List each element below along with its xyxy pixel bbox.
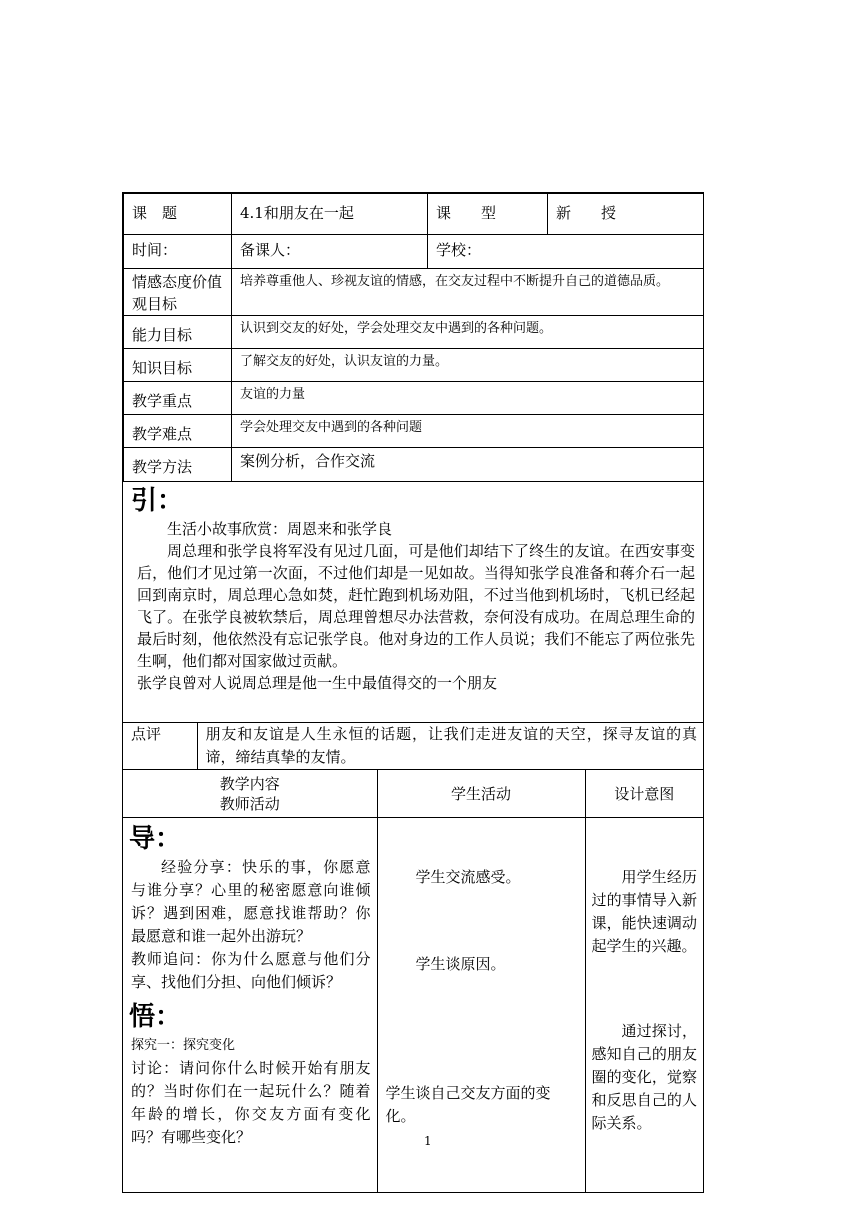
topic-label: 课 题	[124, 194, 232, 235]
intro-last-line: 张学良曾对人说周总理是他一生中最值得交的一个朋友	[137, 674, 498, 692]
teacher-activity-cell	[123, 818, 377, 1192]
knowledge-label: 知识目标	[124, 349, 232, 382]
emotion-value: 培养尊重他人、珍视友谊的情感，在交友过程中不断提升自己的道德品质。	[232, 269, 704, 316]
ability-row	[124, 316, 704, 349]
student-activity-cell	[377, 818, 585, 1192]
method-row	[124, 448, 704, 482]
intro-section	[123, 482, 703, 723]
guide-share: 经验分享：快乐的事，你愿意与谁分享？心里的秘密愿意向谁倾诉？遇到困难，愿意找谁帮助？你最愿意和谁一起外出游玩？	[131, 858, 371, 945]
design-intent-2: 通过探讨，感知自己的朋友圈的变化，觉察和反思自己的人际关系。	[591, 1022, 697, 1132]
topic-value: 4.1和朋友在一起	[232, 194, 428, 235]
intro-heading: 引：	[131, 486, 184, 516]
difficulty-value: 学会处理交友中遇到的各种问题	[232, 415, 704, 448]
lesson-plan-frame	[122, 192, 704, 1193]
emotion-row	[124, 269, 704, 316]
wu-heading: 悟：	[129, 1002, 182, 1032]
student-activity-3: 学生谈自己交友方面的变化。	[385, 1084, 551, 1125]
focus-value: 友谊的力量	[232, 382, 704, 415]
guide-heading: 导：	[129, 824, 182, 854]
student-activity-2: 学生谈原因。	[415, 955, 506, 973]
difficulty-label: 教学难点	[124, 415, 232, 448]
activity-table	[123, 769, 703, 1192]
topic-row	[124, 194, 704, 235]
intro-subtitle: 生活小故事欣赏：周恩来和张学良	[167, 520, 393, 538]
lesson-meta-table	[123, 193, 704, 482]
knowledge-value: 了解交友的好处，认识友谊的力量。	[232, 349, 704, 382]
col-teacher-header	[123, 770, 377, 818]
method-label: 教学方法	[124, 448, 232, 482]
emotion-label: 情感态度价值观目标	[124, 269, 232, 316]
preparer-label: 备课人：	[232, 235, 428, 269]
focus-row	[124, 382, 704, 415]
knowledge-row	[124, 349, 704, 382]
school-label: 学校：	[428, 235, 704, 269]
col-intent-header: 设计意图	[585, 770, 703, 818]
guide-followup: 教师追问：你为什么愿意与他们分享、找他们分担、向他们倾诉？	[131, 950, 371, 991]
type-label: 课 型	[428, 194, 548, 235]
col-teacher-line2: 教师活动	[219, 794, 280, 813]
ability-value: 认识到交友的好处，学会处理交友中遇到的各种问题。	[232, 316, 704, 349]
design-intent-cell	[585, 818, 703, 1192]
design-intent-1: 用学生经历过的事情导入新课，能快速调动起学生的兴趣。	[591, 868, 697, 955]
comment-text: 朋友和友谊是人生永恒的话题，让我们走进友谊的天空，探寻友谊的真谛，缔结真挚的友情。	[197, 723, 703, 770]
time-row	[124, 235, 704, 269]
student-activity-1: 学生交流感受。	[415, 868, 521, 886]
page-number: 1	[424, 1134, 432, 1148]
ability-label: 能力目标	[124, 316, 232, 349]
focus-label: 教学重点	[124, 382, 232, 415]
col-teacher-line1: 教学内容	[219, 774, 280, 793]
difficulty-row	[124, 415, 704, 448]
comment-table	[123, 722, 703, 770]
comment-row	[123, 723, 703, 770]
type-value: 新 授	[548, 194, 704, 235]
comment-label: 点评	[123, 723, 197, 770]
col-student-header: 学生活动	[377, 770, 585, 818]
explore-title: 探究一：探究变化	[131, 1038, 236, 1053]
method-value: 案例分析，合作交流	[232, 448, 704, 482]
activity-header-row	[123, 770, 703, 818]
activity-body-row	[123, 818, 703, 1192]
intro-paragraph: 周总理和张学良将军没有见过几面，可是他们却结下了终生的友谊。在西安事变后，他们才见过第一次面，不过他们却是一见如故。当得知张学良准备和蒋介石一起回到南京时，周总理心急如焚，赶忙跑到机场劝阻，不过当他到机场时，飞机已经起飞了。在张学良被软禁后，周总理曾想尽办法营救，奈何没有成功。在周总理生命的最后时刻，他依然没有忘记张学良。他对身边的工作人员说；我们不能忘了两位张先生啊，他们都对国家做过贡献。	[137, 542, 695, 670]
time-label: 时间：	[124, 235, 232, 269]
explore-discuss: 讨论：请问你什么时候开始有朋友的？当时你们在一起玩什么？随着年龄的增长，你交友方面有变化吗？有哪些变化？	[131, 1059, 371, 1146]
